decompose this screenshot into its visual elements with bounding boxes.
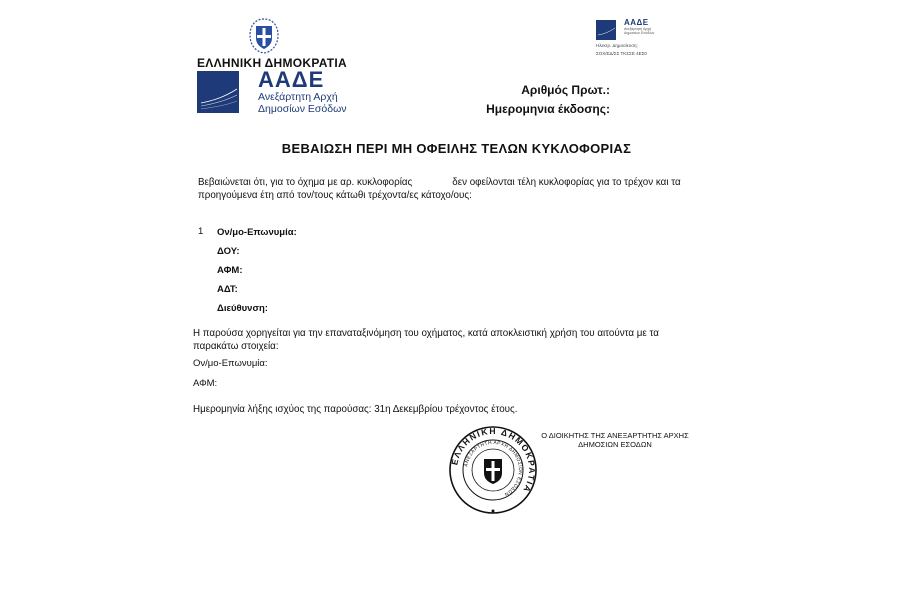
- owner-doy-label: ΔΟΥ:: [217, 246, 240, 257]
- intro-part2: δεν οφείλονται τέλη κυκλοφορίας για το τρέχον και τα: [452, 177, 681, 188]
- signatory-line2: ΔΗΜΟΣΙΩΝ ΕΣΟΔΩΝ: [578, 440, 652, 449]
- mini-logo-caption-code: ΣΟΧ/ΕΔ/ΣΣ ΤΚΣΣΕ 4ΕΣ0: [596, 51, 647, 56]
- signatory-block: [510, 431, 720, 449]
- intro-paragraph: [198, 177, 718, 202]
- document-title: ΒΕΒΑΙΩΣΗ ΠΕΡΙ ΜΗ ΟΦΕΙΛΗΣ ΤΕΛΩΝ ΚΥΚΛΟΦΟΡΙΑΣ: [281, 141, 632, 156]
- seal-outer-text: ΕΛΛΗΝΙΚΗ ΔΗΜΟΚΡΑΤΙΑ: [449, 425, 538, 496]
- logo-subtitle-line1: Ανεξάρτητη Αρχή: [258, 91, 338, 103]
- aade-logo-icon: [197, 71, 239, 113]
- aade-logo-title: ΑΑΔΕ: [258, 67, 325, 92]
- purpose-line2: παρακάτω στοιχεία:: [193, 340, 279, 352]
- requester-name-label: Ον/μο-Επωνυμία:: [193, 358, 268, 369]
- owner-name-label: Ον/μο-Επωνυμία:: [217, 227, 297, 238]
- seal-inner-text: ΑΝΕΞΑΡΤΗΤΗ ΑΡΧΗ ΔΗΜΟΣΙΩΝ ΕΣΟΔΩΝ: [464, 440, 523, 497]
- requester-afm-label: ΑΦΜ:: [193, 378, 218, 389]
- aade-logo-subtitle: [258, 91, 378, 115]
- owner-number: 1: [198, 226, 204, 237]
- issue-date-label: Ημερομηνια έκδοσης:: [486, 102, 610, 116]
- protocol-number-label: Αριθμός Πρωτ.:: [521, 83, 610, 97]
- owner-adt-label: ΑΔΤ:: [217, 284, 238, 295]
- purpose-paragraph: [193, 328, 723, 353]
- mini-subtitle-line1: Ανεξάρτητη Αρχή: [624, 27, 652, 31]
- greek-emblem-icon: [247, 17, 281, 55]
- owner-address-label: Διεύθυνση:: [217, 303, 268, 314]
- logo-subtitle-line2: Δημοσίων Εσόδων: [258, 103, 347, 115]
- signatory-line1: Ο ΔΙΟΙΚΗΤΗΣ ΤΗΣ ΑΝΕΞΑΡΤΗΤΗΣ ΑΡΧΗΣ: [541, 431, 689, 440]
- mini-logo-title: ΑΑΔΕ: [624, 18, 649, 27]
- intro-line2: προηγούμενα έτη από τον/τους κάτωθι τρέχοντα/ες κάτοχο/ους:: [198, 189, 472, 201]
- mini-logo-subtitle: [624, 27, 664, 35]
- validity-statement: Ημερομηνία λήξης ισχύος της παρούσας: 31η Δεκεμβρίου τρέχοντος έτους.: [193, 404, 518, 415]
- aade-mini-logo-icon: [596, 20, 616, 40]
- purpose-line1: Η παρούσα χορηγείται για την επαναταξινόμηση του οχήματος, κατά αποκλειστική χρήση του αιτούντα με τα: [193, 328, 659, 339]
- republic-name: ΕΛΛΗΝΙΚΗ ΔΗΜΟΚΡΑΤΙΑ: [197, 56, 347, 70]
- intro-part1: Βεβαιώνεται ότι, για το όχημα με αρ. κυκλοφορίας: [198, 177, 413, 188]
- owner-afm-label: ΑΦΜ:: [217, 265, 243, 276]
- mini-subtitle-line2: Δημοσίων Εσόδων: [624, 31, 655, 35]
- mini-logo-caption: Ηλεκτρ. Δημοσίευση:: [596, 43, 638, 48]
